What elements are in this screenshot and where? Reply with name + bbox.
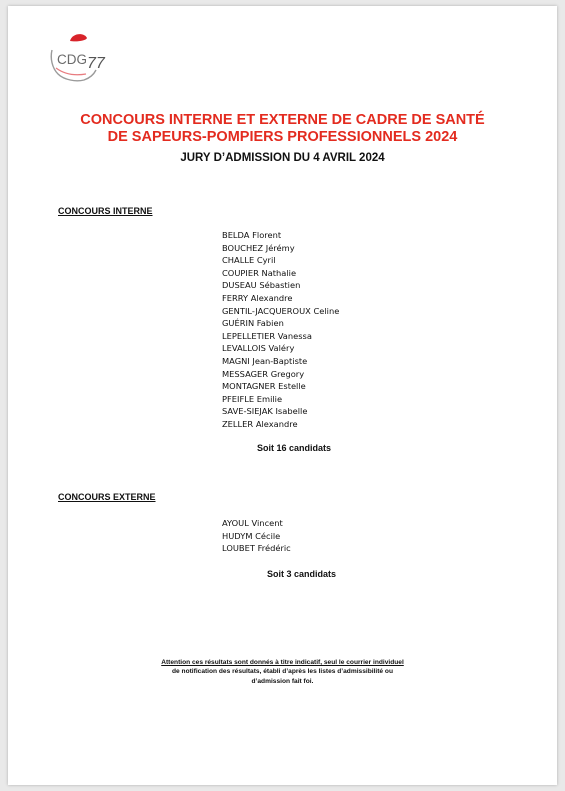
list-item: LEPELLETIER Vanessa bbox=[222, 330, 312, 341]
list-item: LOUBET Frédéric bbox=[222, 543, 291, 554]
notice-line-2: de notification des résultats, établi d’après les listes d’admissibilité ou bbox=[172, 668, 393, 676]
list-item: BOUCHEZ Jérémy bbox=[222, 242, 295, 253]
logo-red-cap bbox=[70, 34, 87, 41]
list-item: DUSEAU Sébastien bbox=[222, 280, 301, 291]
externe-total: Soit 3 candidats bbox=[267, 569, 337, 579]
list-item: MESSAGER Gregory bbox=[222, 368, 305, 379]
logo-number: 77 bbox=[87, 55, 105, 72]
list-item: FERRY Alexandre bbox=[222, 292, 293, 303]
concours-externe-heading: CONCOURS EXTERNE bbox=[58, 492, 156, 502]
list-item: ZELLER Alexandre bbox=[222, 418, 298, 429]
list-item: HUDYM Cécile bbox=[222, 530, 281, 541]
jury-date-heading: JURY D’ADMISSION DU 4 AVRIL 2024 bbox=[180, 152, 385, 164]
list-item: MONTAGNER Estelle bbox=[222, 381, 306, 392]
list-item: CHALLE Cyril bbox=[222, 255, 276, 266]
list-item: AYOUL Vincent bbox=[222, 518, 283, 528]
title-line-1: CONCOURS INTERNE ET EXTERNE DE CADRE DE SANTÉ bbox=[80, 112, 485, 128]
list-item: GUÉRIN Fabien bbox=[222, 318, 284, 329]
list-item: MAGNI Jean-Baptiste bbox=[222, 355, 308, 366]
list-item: COUPIER Nathalie bbox=[222, 267, 297, 278]
cdg77-logo bbox=[46, 28, 114, 86]
list-item: BELDA Florent bbox=[222, 230, 282, 240]
title-line-2: DE SAPEURS-POMPIERS PROFESSIONNELS 2024 bbox=[107, 129, 458, 145]
document-page bbox=[8, 6, 557, 785]
list-item: GENTIL-JACQUEROUX Celine bbox=[222, 305, 340, 316]
list-item: LEVALLOIS Valéry bbox=[222, 343, 295, 354]
interne-candidate-list bbox=[222, 229, 339, 431]
interne-total: Soit 16 candidats bbox=[257, 443, 332, 453]
list-item: SAVE-SIEJAK Isabelle bbox=[222, 406, 308, 417]
notice-line-1: Attention ces résultats sont donnés à titre indicatif, seul le courrier individuel bbox=[161, 659, 404, 666]
externe-candidate-list bbox=[222, 517, 291, 555]
logo-text: CDG bbox=[57, 52, 87, 67]
notice-line-3: d’admission fait foi. bbox=[251, 677, 314, 685]
concours-interne-heading: CONCOURS INTERNE bbox=[58, 206, 153, 216]
list-item: PFEIFLE Emilie bbox=[222, 393, 283, 404]
disclaimer-notice bbox=[8, 658, 557, 686]
